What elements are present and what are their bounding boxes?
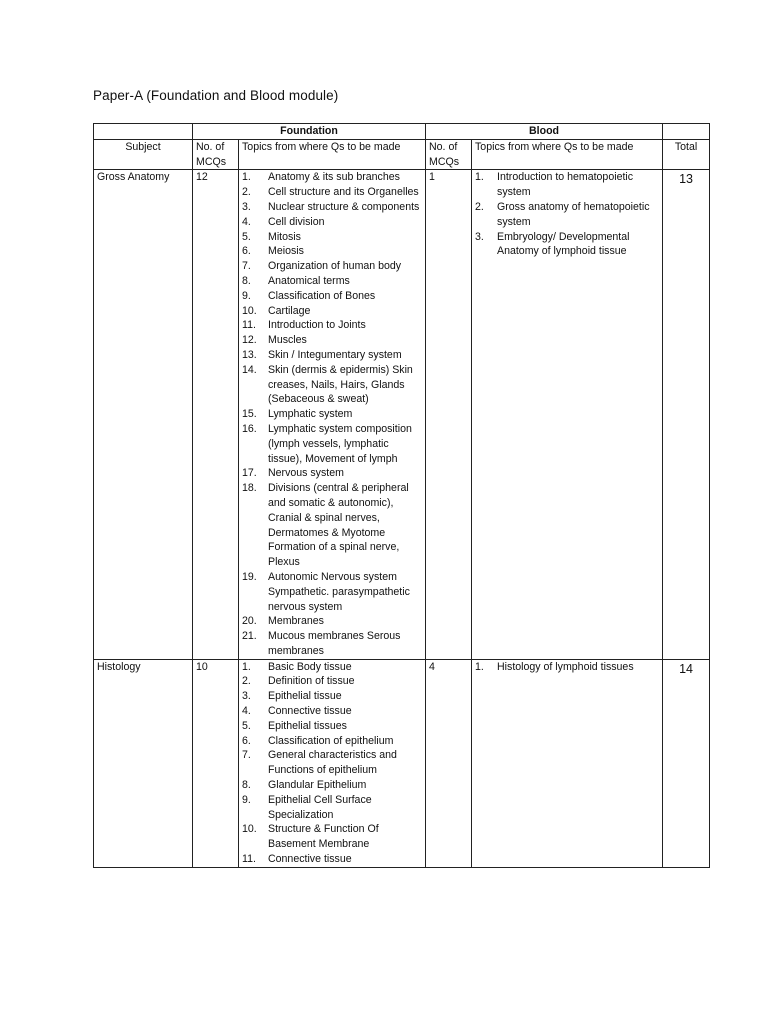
- list-number: 9.: [242, 793, 251, 806]
- list-item: [242, 200, 422, 215]
- list-text: Organization of human body: [268, 260, 402, 273]
- table-row: [94, 170, 710, 659]
- list-item: [242, 778, 422, 793]
- subject-cell: Gross Anatomy: [94, 170, 193, 659]
- table-body: [94, 170, 710, 867]
- list-item: [475, 230, 659, 260]
- total-cell: 13: [663, 170, 710, 659]
- list-item: [242, 481, 422, 570]
- list-number: 5.: [242, 230, 251, 243]
- blood-topics-cell: [472, 659, 663, 867]
- list-number: 2.: [242, 675, 251, 688]
- list-item: [242, 304, 422, 319]
- list-text: Epithelial tissue: [268, 690, 342, 703]
- list-text: Nuclear structure & components: [268, 200, 420, 213]
- list-item: [475, 660, 659, 675]
- list-text: Structure & Function Of Basement Membrane: [268, 823, 379, 851]
- list-item: [242, 274, 422, 289]
- list-item: [242, 570, 422, 614]
- foundation-mcqs-header: No. of MCQs: [193, 139, 239, 170]
- blood-topics-header: Topics from where Qs to be made: [472, 139, 663, 170]
- list-number: 10.: [242, 823, 257, 836]
- list-item: [242, 660, 422, 675]
- blood-header: Blood: [426, 124, 663, 140]
- list-number: 3.: [242, 690, 251, 703]
- list-item: [242, 348, 422, 363]
- list-text: Classification of Bones: [268, 289, 376, 302]
- list-text: Meiosis: [268, 245, 304, 258]
- list-text: Divisions (central & peripheral and somatic & autonomic), Cranial & spinal nerves, Dermatomes & Myotome Formation of a spinal nerve, Plexus: [268, 482, 409, 569]
- list-number: 15.: [242, 408, 257, 421]
- list-text: Anatomical terms: [268, 274, 350, 287]
- list-number: 10.: [242, 304, 257, 317]
- list-number: 4.: [242, 705, 251, 718]
- list-text: Epithelial tissues: [268, 719, 347, 732]
- list-item: [475, 170, 659, 200]
- list-number: 4.: [242, 215, 251, 228]
- list-number: 1.: [475, 660, 484, 673]
- list-text: Definition of tissue: [268, 675, 355, 688]
- list-number: 11.: [242, 853, 256, 866]
- list-text: Histology of lymphoid tissues: [497, 660, 634, 673]
- list-text: Gross anatomy of hematopoietic system: [497, 200, 650, 228]
- blood-mcqs-cell: 4: [426, 659, 472, 867]
- blood-topics-cell-list: [475, 170, 659, 259]
- list-text: Epithelial Cell Surface Specialization: [268, 793, 372, 821]
- blood-topics-cell: [472, 170, 663, 659]
- list-text: Connective tissue: [268, 705, 352, 718]
- foundation-mcqs-cell: 10: [193, 659, 239, 867]
- list-number: 7.: [242, 749, 251, 762]
- list-item: [242, 852, 422, 867]
- list-text: Lymphatic system: [268, 408, 353, 421]
- foundation-mcqs-cell: 12: [193, 170, 239, 659]
- page-title: Paper-A (Foundation and Blood module): [93, 88, 339, 103]
- list-text: Glandular Epithelium: [268, 779, 367, 792]
- table-row: [94, 659, 710, 867]
- list-text: Anatomy & its sub branches: [268, 171, 400, 184]
- foundation-topics-cell: [239, 170, 426, 659]
- list-text: Cell division: [268, 215, 325, 228]
- list-text: Basic Body tissue: [268, 660, 352, 673]
- list-text: Cell structure and its Organelles: [268, 186, 419, 199]
- list-item: [242, 333, 422, 348]
- list-text: Mitosis: [268, 230, 301, 243]
- list-item: [242, 230, 422, 245]
- list-item: [242, 170, 422, 185]
- total-cell: 14: [663, 659, 710, 867]
- foundation-header: Foundation: [193, 124, 426, 140]
- list-item: [242, 215, 422, 230]
- subject-header: Subject: [94, 139, 193, 170]
- list-item: [242, 185, 422, 200]
- list-number: 1.: [242, 171, 251, 184]
- list-number: 8.: [242, 274, 251, 287]
- list-text: Muscles: [268, 334, 307, 347]
- list-text: Embryology/ Developmental Anatomy of lymphoid tissue: [497, 230, 630, 258]
- list-text: Skin (dermis & epidermis) Skin creases, Nails, Hairs, Glands (Sebaceous & sweat): [268, 363, 413, 406]
- list-item: [242, 689, 422, 704]
- list-item: [242, 734, 422, 749]
- list-number: 12.: [242, 334, 257, 347]
- list-number: 5.: [242, 719, 251, 732]
- list-number: 21.: [242, 630, 257, 643]
- list-item: [242, 289, 422, 304]
- list-number: 11.: [242, 319, 256, 332]
- empty-header-cell: [94, 124, 193, 140]
- list-item: [242, 674, 422, 689]
- list-number: 2.: [475, 200, 484, 213]
- list-text: Mucous membranes Serous membranes: [268, 630, 401, 657]
- foundation-topics-cell: [239, 659, 426, 867]
- list-item: [242, 822, 422, 852]
- list-item: [242, 719, 422, 734]
- blood-topics-cell-list: [475, 660, 659, 675]
- list-number: 6.: [242, 734, 251, 747]
- list-number: 6.: [242, 245, 251, 258]
- total-header: Total: [663, 139, 710, 170]
- list-text: Introduction to hematopoietic system: [497, 171, 634, 199]
- list-text: Classification of epithelium: [268, 734, 394, 747]
- list-number: 16.: [242, 422, 257, 435]
- list-item: [242, 422, 422, 466]
- list-text: Lymphatic system composition (lymph vessels, lymphatic tissue), Movement of lymph: [268, 422, 412, 465]
- list-number: 7.: [242, 260, 251, 273]
- list-item: [242, 748, 422, 778]
- list-text: Skin / Integumentary system: [268, 348, 402, 361]
- list-number: 20.: [242, 615, 257, 628]
- syllabus-table: [93, 123, 710, 868]
- list-item: [242, 793, 422, 823]
- list-number: 19.: [242, 570, 257, 583]
- group-header-row: [94, 124, 710, 140]
- list-item: [475, 200, 659, 230]
- list-item: [242, 318, 422, 333]
- list-text: General characteristics and Functions of epithelium: [268, 749, 397, 777]
- blood-mcqs-header: No. of MCQs: [426, 139, 472, 170]
- blood-mcqs-cell: 1: [426, 170, 472, 659]
- list-item: [242, 704, 422, 719]
- list-text: Autonomic Nervous system Sympathetic. parasympathetic nervous system: [268, 570, 410, 613]
- list-text: Membranes: [268, 615, 324, 628]
- list-number: 3.: [242, 200, 251, 213]
- list-number: 9.: [242, 289, 251, 302]
- list-item: [242, 466, 422, 481]
- list-number: 1.: [242, 660, 251, 673]
- list-number: 17.: [242, 467, 257, 480]
- list-item: [242, 259, 422, 274]
- list-text: Introduction to Joints: [268, 319, 366, 332]
- list-text: Connective tissue: [268, 853, 352, 866]
- list-number: 1.: [475, 171, 484, 184]
- list-text: Nervous system: [268, 467, 344, 480]
- list-number: 3.: [475, 230, 484, 243]
- list-text: Cartilage: [268, 304, 311, 317]
- list-number: 18.: [242, 482, 257, 495]
- list-item: [242, 244, 422, 259]
- list-number: 8.: [242, 779, 251, 792]
- column-header-row: [94, 139, 710, 170]
- list-item: [242, 363, 422, 407]
- list-number: 2.: [242, 186, 251, 199]
- empty-header-cell: [663, 124, 710, 140]
- subject-cell: Histology: [94, 659, 193, 867]
- list-item: [242, 629, 422, 659]
- list-item: [242, 614, 422, 629]
- list-item: [242, 407, 422, 422]
- foundation-topics-header: Topics from where Qs to be made: [239, 139, 426, 170]
- foundation-topics-cell-list: [242, 170, 422, 658]
- list-number: 13.: [242, 348, 257, 361]
- foundation-topics-cell-list: [242, 660, 422, 867]
- list-number: 14.: [242, 363, 257, 376]
